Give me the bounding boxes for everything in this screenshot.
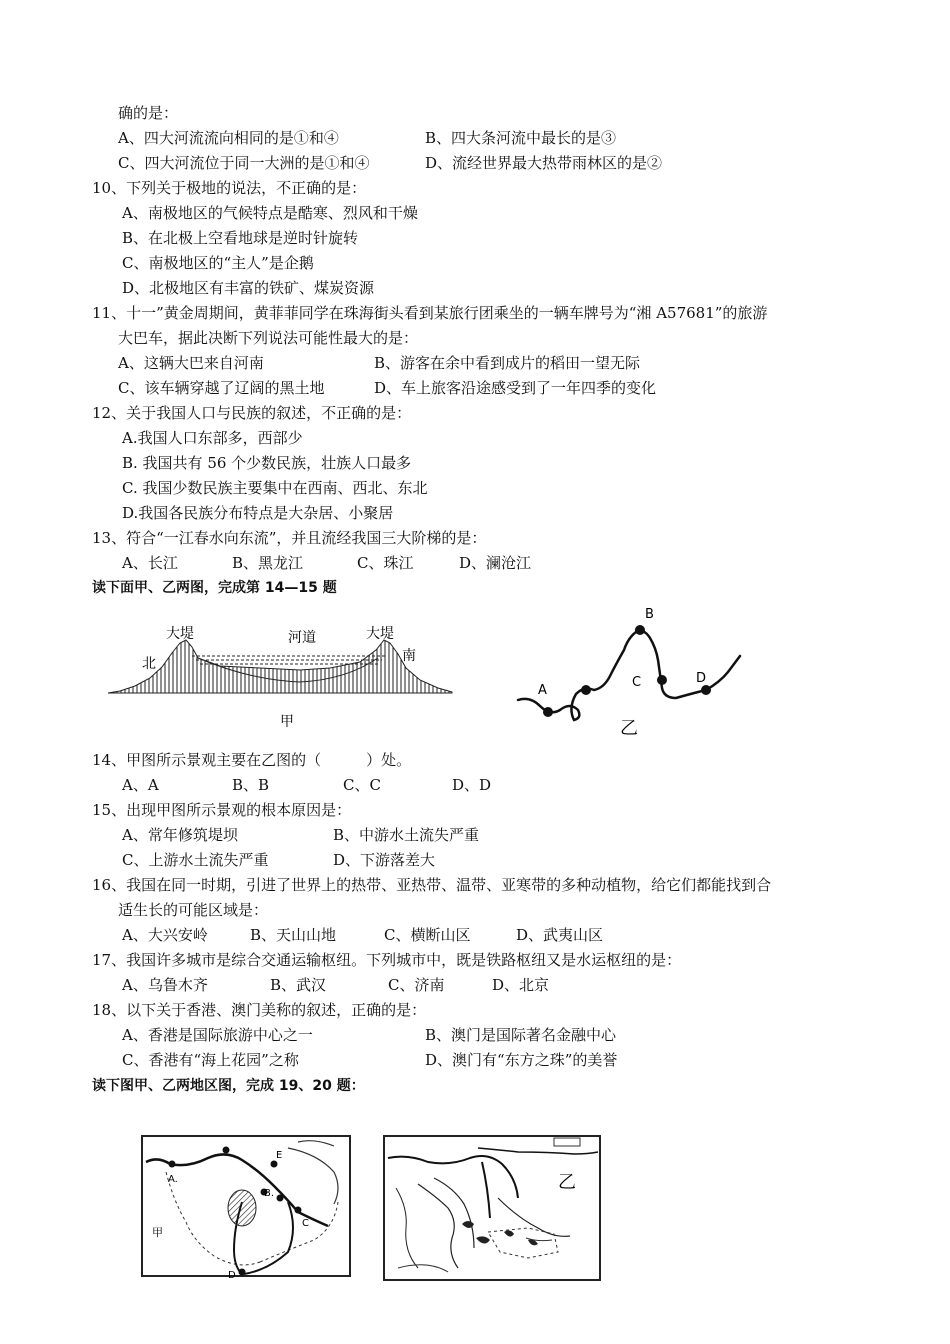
map-jia-label-e: E <box>276 1150 283 1161</box>
river-channel-label: 河道 <box>288 630 316 646</box>
q13-option-c: C、珠江 <box>357 554 414 572</box>
q14-option-a: A、A <box>122 776 159 794</box>
q18-option-a: A、香港是国际旅游中心之一 <box>122 1026 313 1044</box>
q16-option-c: C、横断山区 <box>384 926 471 944</box>
q16-option-b: B、天山山地 <box>250 926 337 944</box>
q14-option-d: D、D <box>452 776 492 794</box>
q18-stem: 18、以下关于香港、澳门美称的叙述，正确的是： <box>92 1001 427 1019</box>
q17-option-d: D、北京 <box>492 976 550 994</box>
q9-option-d: D、流经世界最大热带雨林区的是② <box>425 154 663 172</box>
map-jia-label-b: B. <box>264 1188 275 1199</box>
q9-stem-cont: 确的是： <box>118 104 179 122</box>
map-yi <box>378 1128 606 1284</box>
q13-option-d: D、澜沧江 <box>459 554 532 572</box>
q18-option-b: B、澳门是国际著名金融中心 <box>425 1026 617 1044</box>
q16-stem: 16、我国在同一时期，引进了世界上的热带、亚热带、温带、亚寒带的多种动植物，给它们都能找到合 <box>92 876 772 894</box>
south-label: 南 <box>402 648 416 664</box>
q16-stem-2: 适生长的可能区域是： <box>118 901 269 919</box>
q11-stem-2: 大巴车，据此决断下列说法可能性最大的是： <box>118 329 419 347</box>
section-intro-19-20: 读下图甲、乙两地区图，完成 19、20 题： <box>92 1078 365 1094</box>
q10-option-d: D、北极地区有丰富的铁矿、煤炭资源 <box>122 279 375 297</box>
q11-option-d: D、车上旅客沿途感受到了一年四季的变化 <box>374 379 657 397</box>
figure-jia-caption: 甲 <box>280 714 294 730</box>
q12-stem: 12、关于我国人口与民族的叙述，不正确的是： <box>92 404 412 422</box>
q11-option-a: A、这辆大巴来自河南 <box>118 354 264 372</box>
section-intro-14-15: 读下面甲、乙两图，完成第 14—15 题 <box>92 580 337 596</box>
dyke-right-label: 大堤 <box>366 626 394 642</box>
q18-option-d: D、澳门有“东方之珠”的美誉 <box>425 1051 618 1069</box>
q13-stem: 13、符合“一江春水向东流”，并且流经我国三大阶梯的是： <box>92 529 487 547</box>
q13-option-b: B、黑龙江 <box>232 554 304 572</box>
point-d-label: D <box>696 671 707 686</box>
q13-option-a: A、长江 <box>122 554 178 572</box>
north-label: 北 <box>142 656 156 672</box>
q10-option-b: B、在北极上空看地球是逆时针旋转 <box>122 229 359 247</box>
q16-option-a: A、大兴安岭 <box>122 926 208 944</box>
q14-option-b: B、B <box>232 776 270 794</box>
q18-option-c: C、香港有“海上花园”之称 <box>122 1051 299 1069</box>
q9-option-a: A、四大河流流向相同的是①和④ <box>118 129 339 147</box>
point-c-label: C <box>632 675 642 690</box>
q17-option-c: C、济南 <box>388 976 445 994</box>
q15-option-c: C、上游水土流失严重 <box>122 851 269 869</box>
dyke-left-label: 大堤 <box>166 626 194 642</box>
q11-stem: 11、十一”黄金周期间，黄菲菲同学在珠海街头看到某旅行团乘坐的一辆车牌号为“湘 A57681”的旅游 <box>92 304 768 322</box>
q15-option-b: B、中游水土流失严重 <box>333 826 480 844</box>
q11-option-c: C、该车辆穿越了辽阔的黑土地 <box>118 379 325 397</box>
map-jia-label-d: D <box>228 1270 236 1280</box>
q16-option-d: D、武夷山区 <box>516 926 604 944</box>
q12-option-c: C. 我国少数民族主要集中在西南、西北、东北 <box>122 479 428 497</box>
q12-option-d: D.我国各民族分布特点是大杂居、小聚居 <box>122 504 394 522</box>
q15-stem: 15、出现甲图所示景观的根本原因是： <box>92 801 352 819</box>
point-b-label: B <box>645 607 654 622</box>
q14-stem: 14、甲图所示景观主要在乙图的（ ）处。 <box>92 751 412 769</box>
figure-yi-caption: 乙 <box>620 718 638 739</box>
map-yi-label: 乙 <box>558 1172 576 1193</box>
q10-stem: 10、下列关于极地的说法，不正确的是： <box>92 179 367 197</box>
figure-jia-cross-section <box>100 620 460 740</box>
q17-option-b: B、武汉 <box>270 976 327 994</box>
q12-option-a: A.我国人口东部多，西部少 <box>122 429 303 447</box>
q15-option-a: A、常年修筑堤坝 <box>122 826 238 844</box>
map-jia-label-c: C <box>302 1218 309 1229</box>
map-jia <box>138 1132 356 1280</box>
map-jia-label-jia: 甲 <box>152 1226 163 1239</box>
q11-option-b: B、游客在余中看到成片的稻田一望无际 <box>374 354 641 372</box>
map-jia-label-a: A. <box>168 1174 178 1185</box>
figure-yi-river-course <box>510 598 750 743</box>
q17-option-a: A、乌鲁木齐 <box>122 976 208 994</box>
q9-option-b: B、四大条河流中最长的是③ <box>425 129 617 147</box>
q10-option-c: C、南极地区的“主人”是企鹅 <box>122 254 314 272</box>
q17-stem: 17、我国许多城市是综合交通运输枢纽。下列城市中，既是铁路枢纽又是水运枢纽的是： <box>92 951 682 969</box>
q12-option-b: B. 我国共有 56 个少数民族，壮族人口最多 <box>122 454 412 472</box>
point-a-label: A <box>538 683 547 698</box>
q14-option-c: C、C <box>343 776 381 794</box>
q9-option-c: C、四大河流位于同一大洲的是①和④ <box>118 154 370 172</box>
q10-option-a: A、南极地区的气候特点是酷寒、烈风和干燥 <box>122 204 418 222</box>
q15-option-d: D、下游落差大 <box>333 851 436 869</box>
